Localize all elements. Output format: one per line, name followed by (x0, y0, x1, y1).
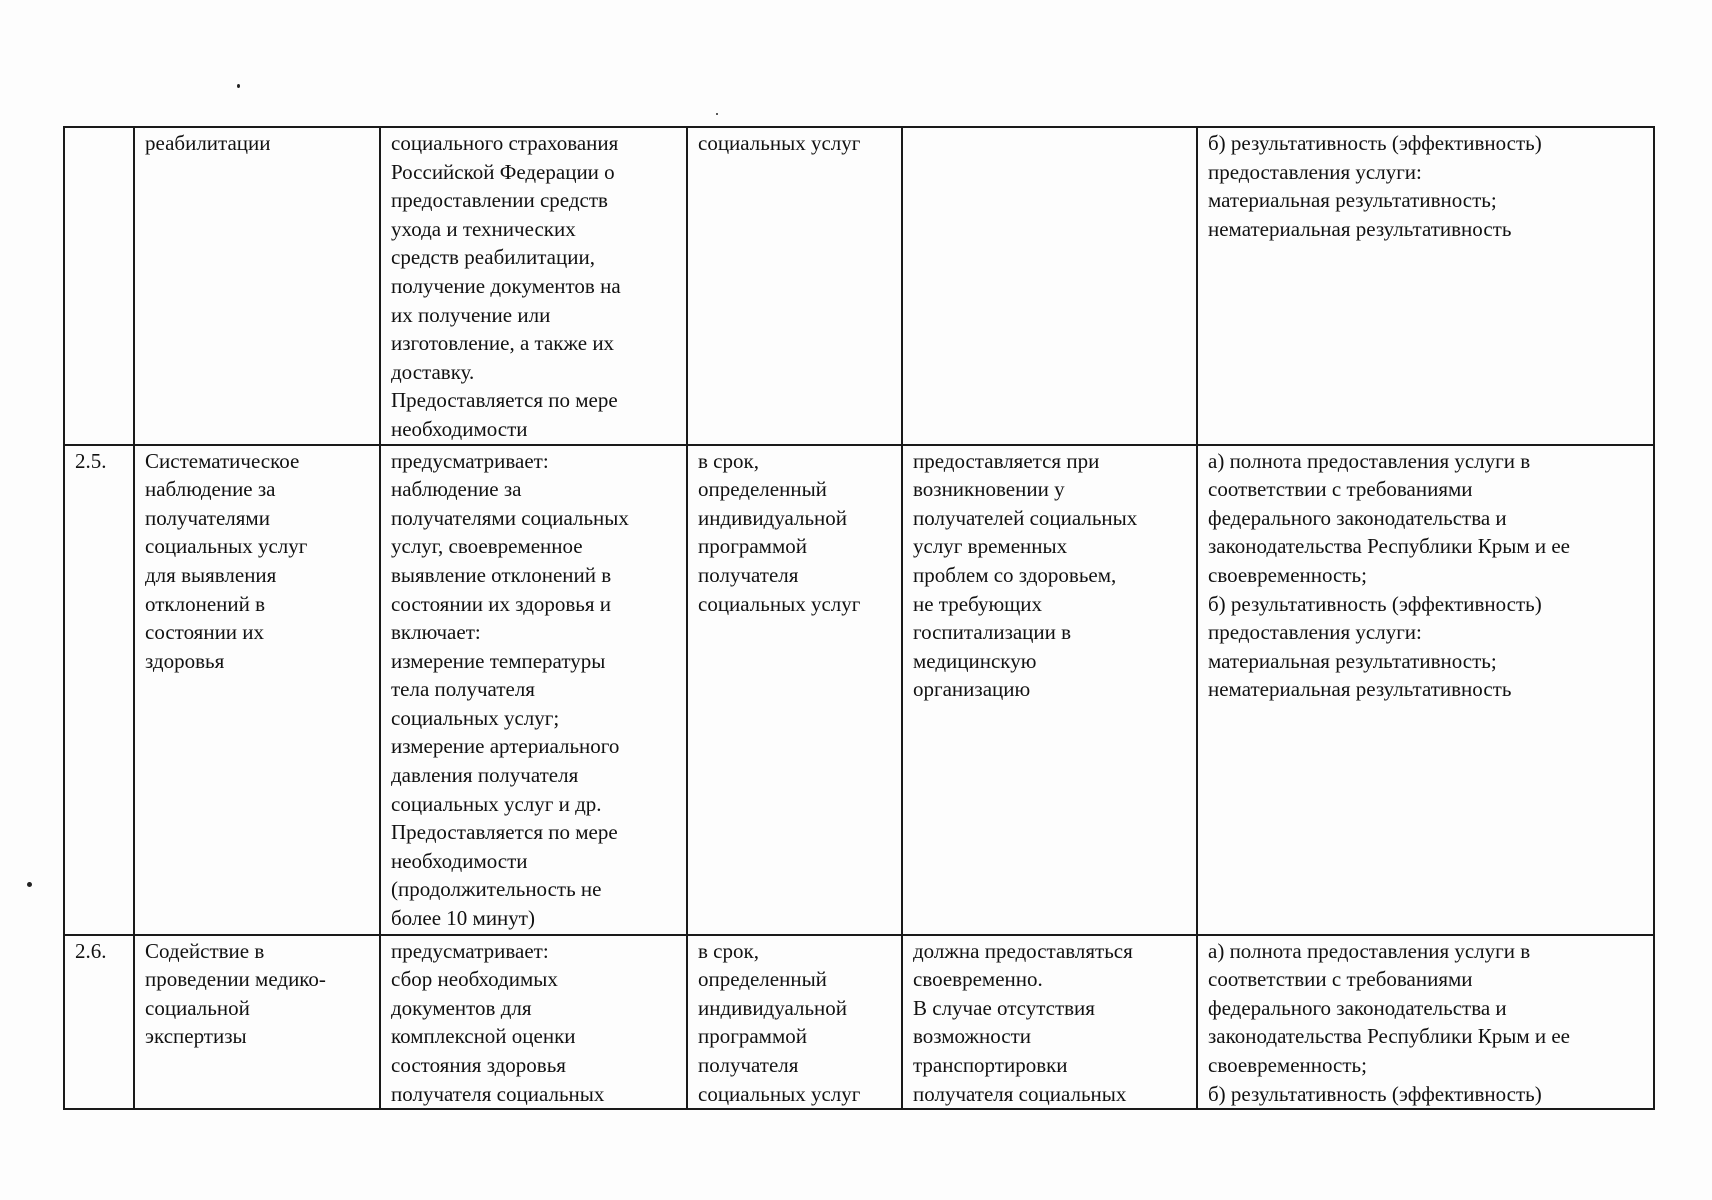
service-number: 2.6. (75, 938, 107, 963)
service-name: реабилитации (145, 131, 271, 155)
cell-term (687, 935, 902, 1110)
service-term: социальных услуг (698, 131, 861, 155)
cell-quality (1197, 935, 1654, 1110)
service-conditions: предоставляется при возникновении у получателей социальных услуг временных проблем со здоровьем, не требующих госпитализации в медицинскую организацию (913, 448, 1138, 702)
cell-quality (1197, 445, 1654, 935)
service-quality: а) полнота предоставления услуги в соответствии с требованиями федерального законодательства и законодательства Республики Крым и ее своевременность; б) результативность (эффективность) (1208, 938, 1570, 1106)
cell-term (687, 445, 902, 935)
table-row (64, 445, 1654, 935)
cell-number (64, 935, 134, 1110)
service-name: Содействие в проведении медико- социальной экспертизы (145, 938, 326, 1049)
service-number: 2.5. (75, 448, 107, 473)
cell-service-name (134, 127, 380, 445)
service-description: предусматривает: наблюдение за получателями социальных услуг, своевременное выявление отклонений в состоянии их здоровья и включает: измерение температуры тела получателя социальных услуг; измерение артериального давления получателя социальных услуг и др. Предоставляется по мере необходимости (продолжительность не более 10 минут) (391, 448, 629, 931)
service-term: в срок, определенный индивидуальной программой получателя социальных услуг (698, 938, 861, 1106)
table-row (64, 127, 1654, 445)
cell-description (380, 445, 687, 935)
cell-service-name (134, 935, 380, 1110)
scan-speck (716, 113, 718, 115)
scan-speck (27, 882, 32, 887)
cell-description (380, 127, 687, 445)
service-conditions: должна предоставляться своевременно. В случае отсутствия возможности транспортировки получателя социальных (913, 938, 1133, 1106)
service-description: социального страхования Российской Федерации о предоставлении средств ухода и технических средств реабилитации, получение документов на их получение или изготовление, а также их доставку. Предоставляется по мере необходимости (391, 131, 621, 441)
cell-number (64, 127, 134, 445)
cell-quality (1197, 127, 1654, 445)
services-table (63, 126, 1655, 1110)
cell-description (380, 935, 687, 1110)
service-quality: а) полнота предоставления услуги в соответствии с требованиями федерального законодательства и законодательства Республики Крым и ее своевременность; б) результативность (эффективность) предоставления услуги: материальная результативность; нематериальная результативность (1208, 448, 1570, 702)
service-name: Систематическое наблюдение за получателями социальных услуг для выявления отклонений в состоянии их здоровья (145, 448, 308, 673)
cell-conditions (902, 935, 1197, 1110)
cell-conditions (902, 127, 1197, 445)
cell-service-name (134, 445, 380, 935)
cell-conditions (902, 445, 1197, 935)
service-term: в срок, определенный индивидуальной программой получателя социальных услуг (698, 448, 861, 616)
service-description: предусматривает: сбор необходимых документов для комплексной оценки состояния здоровья получателя социальных (391, 938, 605, 1106)
cell-number (64, 445, 134, 935)
scan-speck (237, 84, 240, 88)
service-quality: б) результативность (эффективность) предоставления услуги: материальная результативность; нематериальная результативность (1208, 131, 1542, 241)
cell-term (687, 127, 902, 445)
table-row (64, 935, 1654, 1110)
